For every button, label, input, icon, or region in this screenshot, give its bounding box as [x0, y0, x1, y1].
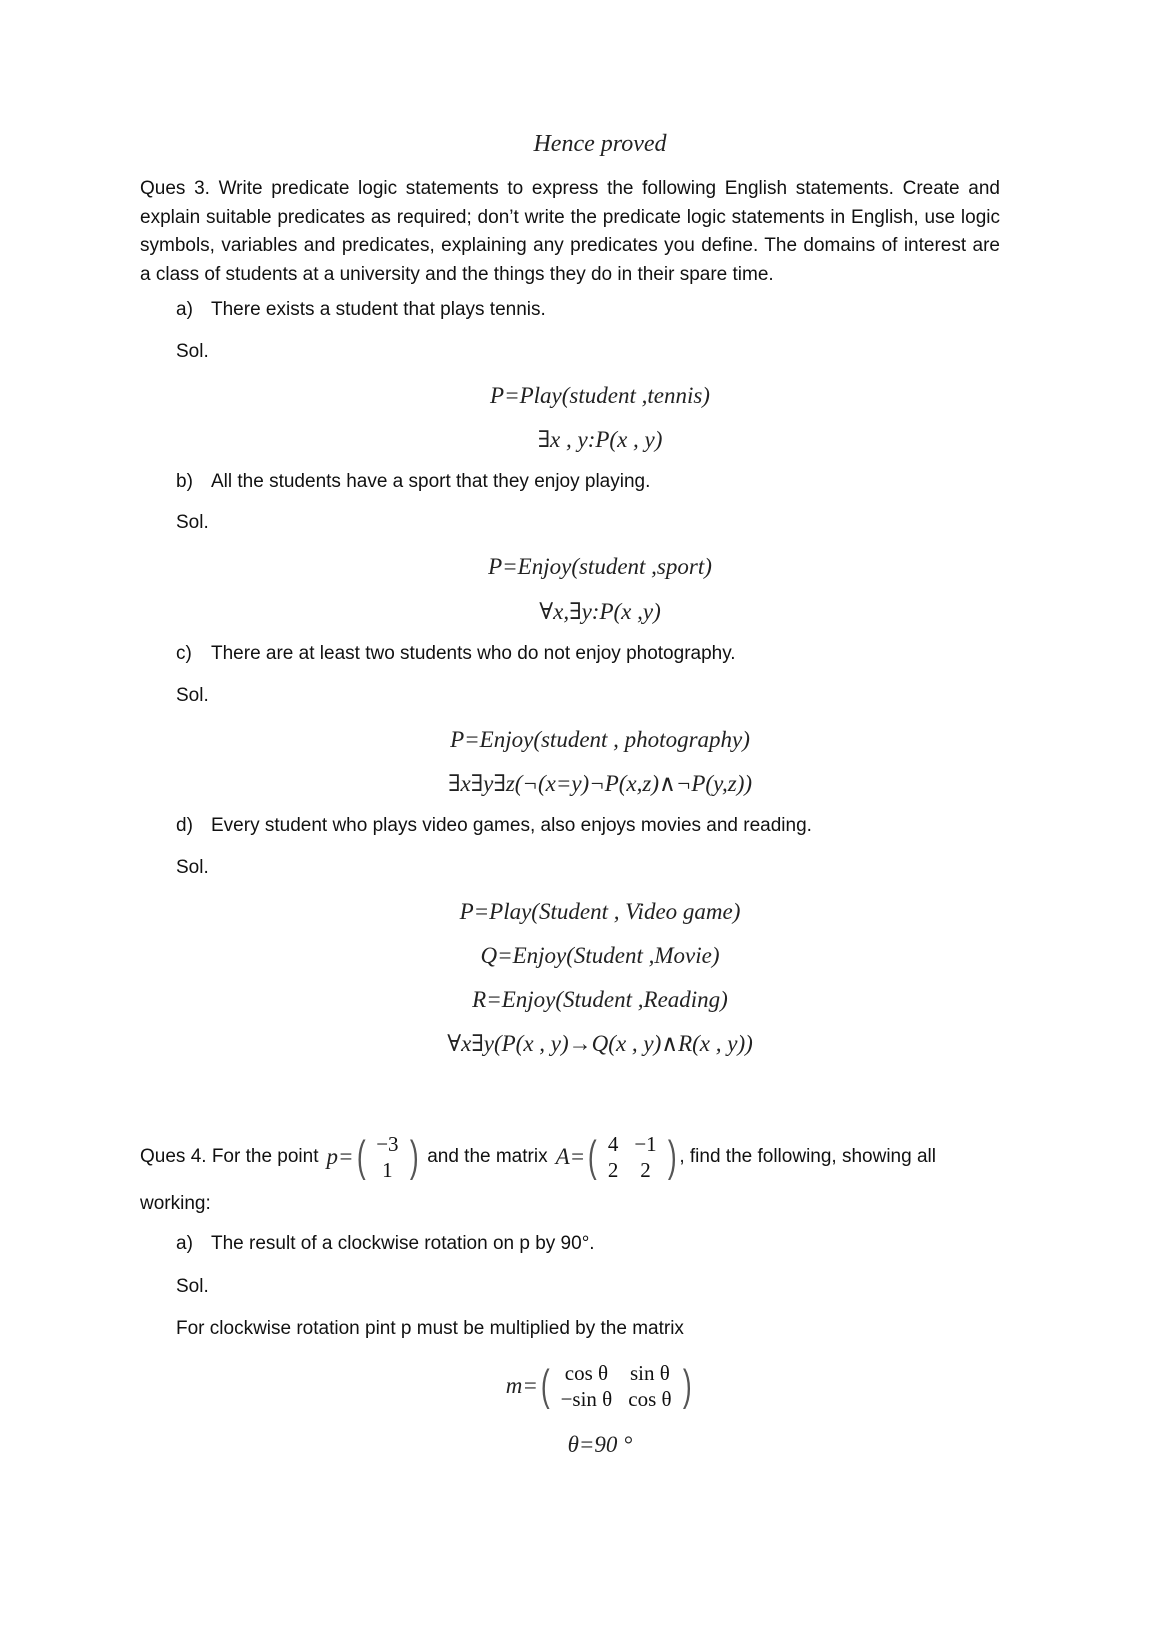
left-paren: (: [588, 1132, 597, 1181]
a-matrix: [585, 1131, 679, 1183]
q4-mid: and the matrix: [427, 1146, 548, 1167]
item-label: c): [176, 643, 192, 664]
a-matrix-cell: 2: [607, 1158, 619, 1182]
p-label: p=: [326, 1144, 354, 1169]
a-matrix-row: [600, 1131, 665, 1157]
left-paren: (: [540, 1361, 550, 1410]
theta-eq: θ=90 °: [567, 1432, 633, 1457]
q4-cont: working:: [140, 1193, 211, 1214]
q3-a-sol: Sol.: [176, 341, 209, 362]
q3-d-eq3: R=Enjoy(Student ,Reading): [472, 987, 728, 1012]
q3-d-eq1: P=Play(Student , Video game): [459, 899, 741, 924]
a-matrix-cell: 2: [640, 1158, 651, 1182]
item-text: All the students have a sport that they enjoy playing.: [211, 471, 651, 492]
m-equation: [0, 1355, 1158, 1417]
a-label: A=: [555, 1144, 586, 1169]
a-matrix-row: [600, 1157, 665, 1183]
item-label: b): [176, 471, 193, 492]
q3-d-eq2: Q=Enjoy(Student ,Movie): [480, 943, 720, 968]
m-matrix-cell: cos θ: [564, 1361, 609, 1385]
m-matrix: [538, 1360, 694, 1412]
q3-b-eq2: ∀x,∃y:P(x ,y): [539, 599, 661, 624]
p-matrix-row: [368, 1157, 406, 1183]
right-paren: ): [409, 1132, 419, 1181]
p-matrix-cell: −3: [376, 1132, 399, 1156]
m-matrix-row: [553, 1360, 680, 1386]
item-label: a): [176, 299, 193, 320]
q3-item-a: [176, 299, 546, 321]
m-matrix-row: [553, 1386, 680, 1412]
q3-c-eq2: ∃x∃y∃z(¬(x=y)¬P(x,z)∧¬P(y,z)): [447, 771, 753, 796]
q3-b-sol: Sol.: [176, 512, 209, 533]
item-text: Every student who plays video games, also enjoys movies and reading.: [211, 815, 812, 836]
item-text: There are at least two students who do not enjoy photography.: [211, 643, 736, 664]
q3-d-sol: Sol.: [176, 857, 209, 878]
q4-a-sol: Sol.: [176, 1276, 209, 1297]
q3-item-c: [176, 643, 736, 665]
q4-item-a: [176, 1233, 595, 1255]
q4-explain: For clockwise rotation pint p must be multiplied by the matrix: [176, 1318, 684, 1339]
m-matrix-cell: −sin θ: [560, 1387, 613, 1411]
p-matrix: [354, 1131, 422, 1183]
m-label: m=: [505, 1373, 538, 1398]
p-matrix-row: [368, 1131, 406, 1157]
q3-c-sol: Sol.: [176, 685, 209, 706]
q3-c-eq1: P=Enjoy(student , photography): [450, 727, 750, 752]
q3-b-eq1: P=Enjoy(student ,sport): [488, 554, 712, 579]
q3-intro: Ques 3. Write predicate logic statements to express the following English statements. Create and explain suitable predicates as required; don’t write the predicate logic statements in English, use logic symbols, variables and predicates, explaining any predicates you define. The domains of interest are a class of students at a university and the things they do in their spare time.: [140, 178, 1000, 285]
p-matrix-cell: 1: [382, 1158, 393, 1182]
q3-a-eq2: ∃x , y:P(x , y): [537, 427, 663, 452]
right-paren: ): [667, 1132, 677, 1181]
m-matrix-cell: cos θ: [628, 1387, 672, 1411]
item-text: There exists a student that plays tennis.: [211, 299, 546, 320]
q3-item-b: [176, 471, 650, 493]
left-paren: (: [356, 1132, 366, 1181]
q3-item-d: [176, 815, 812, 837]
item-text: The result of a clockwise rotation on p by 90°.: [211, 1233, 595, 1254]
a-matrix-cell: −1: [634, 1132, 657, 1156]
q3-a-eq1: P=Play(student ,tennis): [490, 383, 710, 408]
a-matrix-cell: 4: [607, 1132, 619, 1156]
q4-pre: Ques 4. For the point: [140, 1146, 319, 1167]
item-label: a): [176, 1233, 193, 1254]
right-paren: ): [682, 1361, 692, 1410]
q4-post: , find the following, showing all: [679, 1146, 936, 1167]
m-matrix-cell: sin θ: [629, 1361, 670, 1385]
hence-proved-line: Hence proved: [533, 131, 667, 157]
item-label: d): [176, 815, 193, 836]
q3-d-eq4: ∀x∃y(P(x , y)→Q(x , y)∧R(x , y)): [447, 1031, 753, 1056]
q4-intro-line: [140, 1127, 936, 1187]
